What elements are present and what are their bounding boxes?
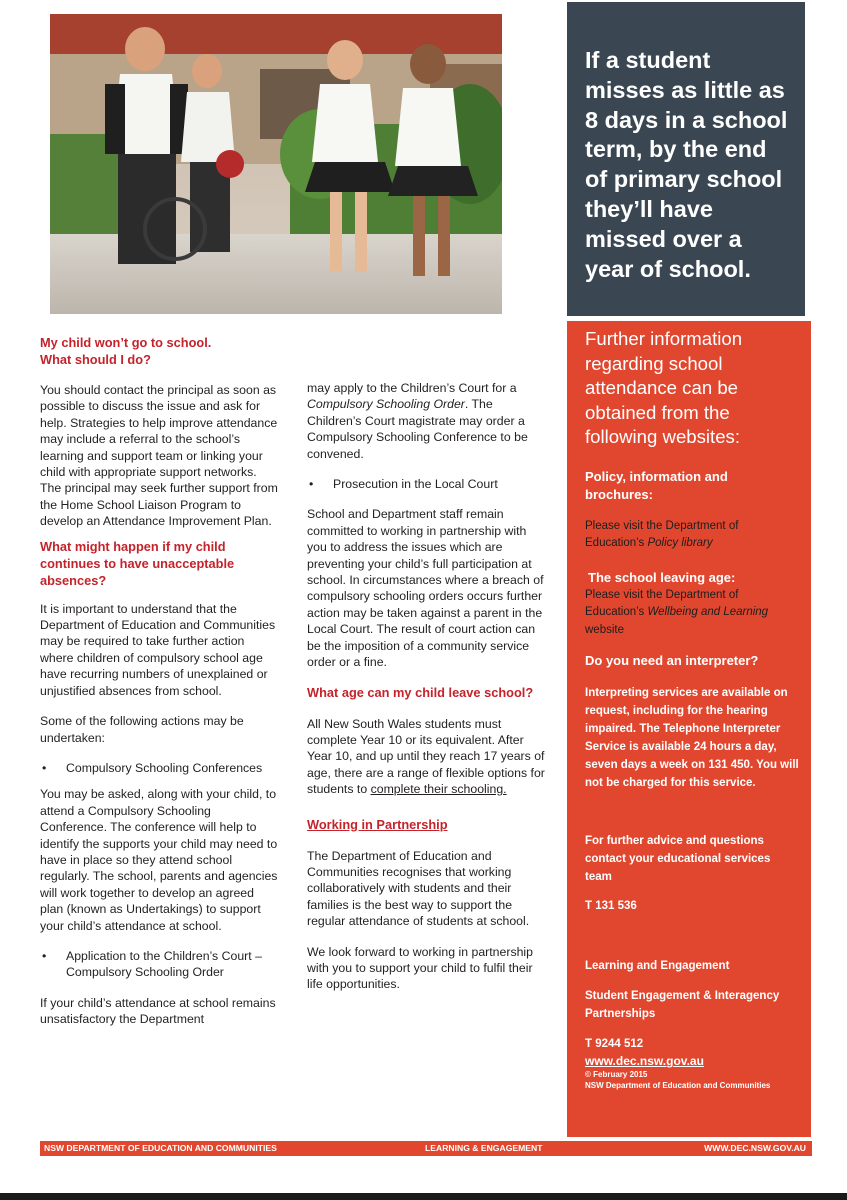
footer-department: NSW DEPARTMENT OF EDUCATION AND COMMUNITIES [44, 1143, 277, 1153]
emphasis-order: Compulsory Schooling Order [307, 397, 465, 412]
footer-website[interactable]: WWW.DEC.NSW.GOV.AU [704, 1143, 806, 1153]
heading-working-partnership: Working in Partnership [307, 816, 448, 832]
text-span: may apply to the Children’s Court for a [307, 381, 517, 395]
department-name: NSW Department of Education and Communities [585, 1081, 771, 1091]
paragraph-important: It is important to understand that the Department of Education and Communities may be required to take further action where children of compulsory school age have recurring numbers of unexplained or unjustified absences from school. [40, 601, 276, 698]
bullet-label: Prosecution in the Local Court [333, 477, 498, 492]
phone-secondary: T 9244 512 [585, 1038, 644, 1051]
side-lead: Further information regarding school attendance can be obtained from the following websites: [585, 328, 743, 448]
advice-text: For further advice and questions contact your educational services team [585, 835, 771, 884]
policy-heading: Policy, information and brochures: [585, 468, 728, 502]
footer-section: LEARNING & ENGAGEMENT [425, 1143, 543, 1153]
text-span: All New South Wales students must complete Year 10 or its equivalent. After Year 10, and up until they reach 17 years of age, there are a range of flexible options for students to [307, 716, 545, 797]
heading-line-2: What should I do? [40, 352, 151, 367]
paragraph-year-10 [307, 716, 547, 798]
students-photo [50, 14, 502, 314]
column-middle [307, 380, 547, 993]
complete-schooling-link[interactable]: complete their schooling. [370, 782, 507, 797]
paragraph-actions: Some of the following actions may be undertaken: [40, 714, 244, 745]
heading-what-might-happen: What might happen if my child continues to have unacceptable absences? [40, 538, 235, 588]
bullet-dot: • [42, 948, 47, 963]
policy-text [585, 518, 799, 553]
column-left [40, 334, 280, 1028]
paragraph-court-order [307, 380, 547, 462]
bullet-dot: • [309, 477, 314, 492]
heading-line-1: My child won’t go to school. [40, 335, 212, 350]
leaving-age-text [585, 587, 799, 640]
copyright: © February 2015 [585, 1070, 648, 1080]
bullet-label: Application to the Children’s Court – Compulsory Schooling Order [66, 948, 262, 980]
quote-box [567, 2, 805, 316]
footer-bar [40, 1141, 812, 1156]
text-span: . The Children’s Court magistrate may order a Compulsory Schooling Conference to be convened. [307, 397, 528, 461]
paragraph-unsatisfactory: If your child’s attendance at school remains unsatisfactory the Department [40, 995, 276, 1027]
paragraph-contact-principal: You should contact the principal as soon as possible to discuss the issue and ask for help. Strategies to help improve attendance may include a referral to the school’s learning and support team or linking your child with appropriate support networks. The principal may seek further support from the Home School Liaison Program to develop an Attendance Improvement Plan. [40, 383, 278, 529]
text-span: Please visit the Department of Education’s [585, 588, 739, 619]
heading-wont-go [40, 334, 280, 368]
wellbeing-learning-link[interactable]: Wellbeing and Learning [647, 606, 769, 619]
website-link[interactable]: www.dec.nsw.gov.au [585, 1054, 704, 1069]
student-engagement-partnerships: Student Engagement & Interagency Partnerships [585, 990, 780, 1021]
interpreter-heading: Do you need an interpreter? [585, 653, 759, 669]
policy-library-link[interactable]: Policy library [647, 537, 713, 550]
paragraph-partnership-staff: School and Department staff remain committed to working in partnership with you to address the issues which are preventing your child’s full participation at school. In circumstances where a breach of compulsory schooling orders occurs further action may be taken against a parent in the Local Court. The result of court action can be the imposition of a community service order or a fine. [307, 507, 544, 670]
bottom-rule [0, 1193, 847, 1200]
heading-leave-school: What age can my child leave school? [307, 684, 534, 700]
bullet-dot: • [42, 760, 47, 775]
quote-text: If a student misses as little as 8 days in a school term, by the end of primary school they’ll have missed over a year of school. [585, 47, 788, 282]
learning-engagement: Learning and Engagement [585, 960, 730, 973]
bullet-conferences [40, 760, 280, 776]
paragraph-recognises: The Department of Education and Communities recognises that working collaboratively with students and their families is the best way to support the regular attendance of students at school. [307, 848, 530, 929]
paragraph-conference: You may be asked, along with your child, to attend a Compulsory Schooling Conference. The conference will help to identify the supports your child may need to have in place so they attend school regularly. The school, parents and agencies will work together to develop an agreed plan (known as Undertakings) to support your child’s attendance at school. [40, 787, 278, 933]
interpreter-text: Interpreting services are available on request, including for the hearing impaired. The Telephone Interpreter Service is available 24 hours a day, seven days a week on 131 450. You will not be charged for this service. [585, 687, 799, 790]
info-side-panel [567, 321, 811, 1137]
paragraph-look-forward: We look forward to working in partnership with you to support your child to fulfil their life opportunities. [307, 944, 534, 992]
phone-primary: T 131 536 [585, 900, 637, 913]
leaving-age-heading: The school leaving age: [588, 569, 736, 585]
text-span: website [585, 623, 624, 636]
bullet-label: Compulsory Schooling Conferences [66, 760, 263, 775]
text-span: Please visit the Department of Education’s [585, 519, 739, 550]
bullet-application [40, 948, 280, 981]
bullet-prosecution [307, 476, 547, 492]
